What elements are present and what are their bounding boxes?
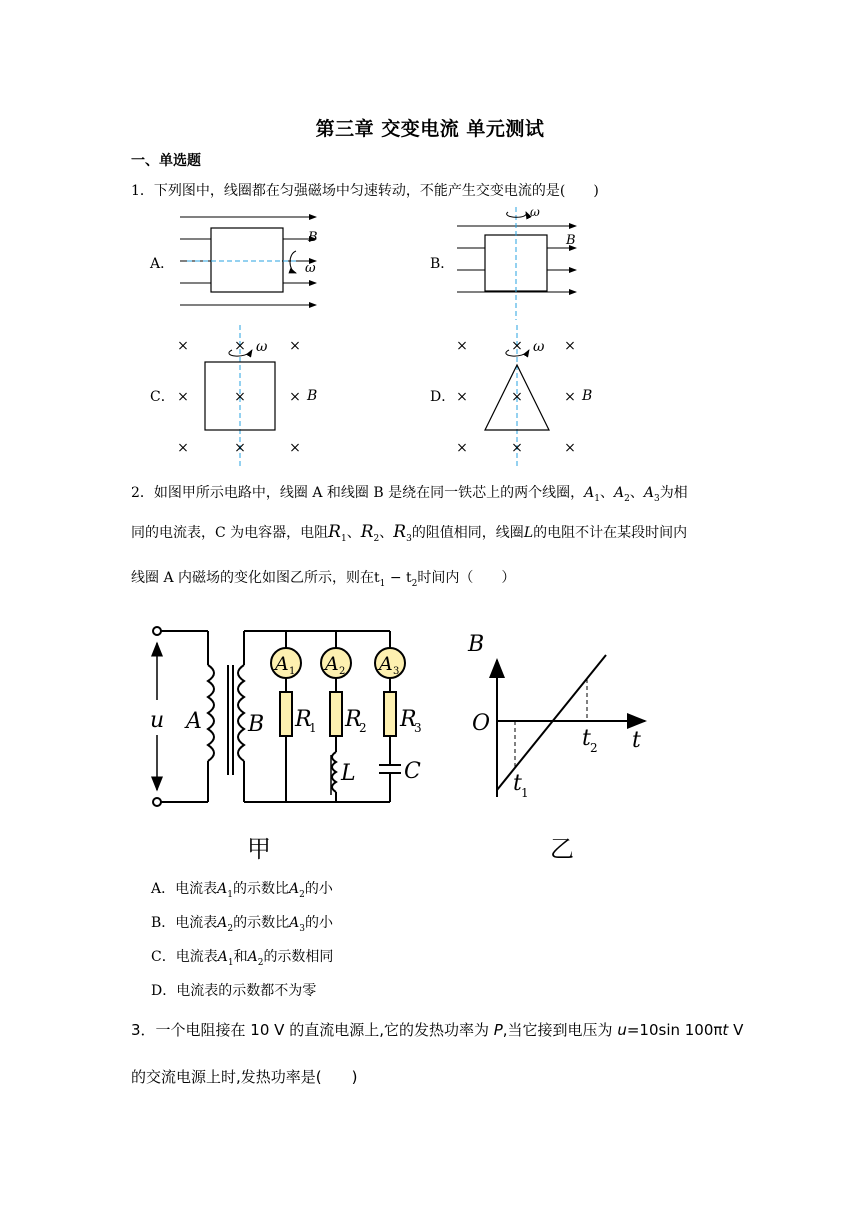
q1-figure bbox=[140, 205, 610, 475]
section-heading: 一、单选题 bbox=[131, 153, 201, 169]
svg-text:1: 1 bbox=[521, 786, 529, 800]
svg-text:×: × bbox=[177, 440, 189, 456]
svg-text:2: 2 bbox=[590, 741, 598, 755]
svg-text:×: × bbox=[564, 338, 576, 354]
q1c-B: B bbox=[307, 388, 318, 404]
q1-stem: 1．下列图中，线圈都在匀强磁场中匀速转动，不能产生交变电流的是( ) bbox=[131, 183, 599, 199]
resistor-r2: R bbox=[345, 707, 362, 732]
svg-text:×: × bbox=[234, 338, 246, 354]
svg-text:×: × bbox=[456, 440, 468, 456]
svg-text:×: × bbox=[564, 440, 576, 456]
q1-option-d-diagram bbox=[430, 325, 592, 468]
q1-label-a: A． bbox=[150, 256, 175, 272]
circuit-coil-a: A bbox=[186, 709, 202, 734]
svg-text:×: × bbox=[234, 389, 246, 405]
q2-line2: 同的电流表，C 为电容器，电阻$R_1$、$R_2$、$R_3$的阻值相同，线圈L的电阻不计在某段时间内 bbox=[131, 522, 688, 544]
graph-axis-t: t bbox=[632, 728, 641, 753]
q1b-omega: ω bbox=[530, 205, 540, 219]
q1d-omega: ω bbox=[533, 339, 545, 355]
q1-label-d: D． bbox=[430, 389, 456, 405]
q1c-omega: ω bbox=[256, 339, 268, 355]
q2-line3: 线圈 A 内磁场的变化如图乙所示，则在$t_1 - t_2$时间内（ ） bbox=[131, 570, 516, 589]
svg-text:×: × bbox=[289, 389, 301, 405]
resistor-r3: R bbox=[400, 707, 417, 732]
q1-label-b: B． bbox=[430, 256, 455, 272]
q1a-omega: ω bbox=[305, 261, 316, 276]
svg-text:×: × bbox=[177, 338, 189, 354]
svg-text:3: 3 bbox=[414, 721, 422, 735]
graph-t1: t bbox=[513, 771, 522, 796]
q1b-B: B bbox=[566, 233, 576, 248]
caption-jia: 甲 bbox=[247, 835, 271, 863]
svg-text:2: 2 bbox=[359, 721, 367, 735]
q2-option-a[interactable]: A．电流表$A_1$的示数比$A_2$的小 bbox=[151, 881, 333, 900]
circuit-C: C bbox=[404, 759, 421, 784]
q2-option-b[interactable]: B．电流表$A_2$的示数比$A_3$的小 bbox=[151, 915, 334, 934]
svg-text:×: × bbox=[511, 440, 523, 456]
svg-text:×: × bbox=[564, 389, 576, 405]
graph-origin: O bbox=[472, 711, 491, 736]
q1-option-b-diagram bbox=[430, 205, 576, 320]
svg-text:1: 1 bbox=[309, 721, 317, 735]
graph-axis-b: B bbox=[468, 632, 485, 657]
svg-text:×: × bbox=[511, 389, 523, 405]
meter-a2: A bbox=[325, 653, 339, 675]
circuit-u: u bbox=[150, 708, 165, 733]
svg-text:×: × bbox=[456, 338, 468, 354]
q2-option-d[interactable]: D．电流表的示数都不为零 bbox=[151, 983, 317, 999]
resistor-r1: R bbox=[295, 707, 312, 732]
q3-line1: 3．一个电阻接在 10 V 的直流电源上,它的发热功率为 P,当它接到电压为 u=10sin 100πt V bbox=[131, 1021, 744, 1039]
svg-text:×: × bbox=[234, 440, 246, 456]
q2-figure bbox=[140, 615, 660, 865]
svg-text:×: × bbox=[456, 389, 468, 405]
q1d-B: B bbox=[582, 388, 593, 404]
graph-t2: t bbox=[582, 726, 591, 751]
q2-option-c[interactable]: C．电流表$A_1$和$A_2$的示数相同 bbox=[151, 949, 334, 968]
meter-a3: A bbox=[379, 653, 393, 675]
meter-a1: A bbox=[275, 653, 289, 675]
q2-line1: 2．如图甲所示电路中，线圈 A 和线圈 B 是绕在同一铁芯上的两个线圈，$A_1$、$A_2$、$A_3$为相 bbox=[131, 485, 688, 504]
circuit-L: L bbox=[341, 761, 356, 786]
circuit-coil-b: B bbox=[248, 712, 265, 737]
q1-option-c-diagram bbox=[150, 325, 317, 468]
svg-text:×: × bbox=[289, 440, 301, 456]
svg-text:3: 3 bbox=[393, 666, 400, 677]
svg-text:×: × bbox=[289, 338, 301, 354]
q1a-B: B bbox=[308, 230, 318, 245]
svg-text:2: 2 bbox=[339, 666, 346, 677]
svg-text:1: 1 bbox=[289, 666, 296, 677]
caption-yi: 乙 bbox=[550, 835, 574, 863]
q3-line2: 的交流电源上时,发热功率是( ) bbox=[131, 1068, 358, 1086]
q1-option-a-diagram bbox=[149, 217, 318, 305]
svg-text:×: × bbox=[177, 389, 189, 405]
page-title: 第三章 交变电流 单元测试 bbox=[315, 118, 545, 140]
svg-text:×: × bbox=[511, 338, 523, 354]
q1-label-c: C． bbox=[150, 389, 175, 405]
